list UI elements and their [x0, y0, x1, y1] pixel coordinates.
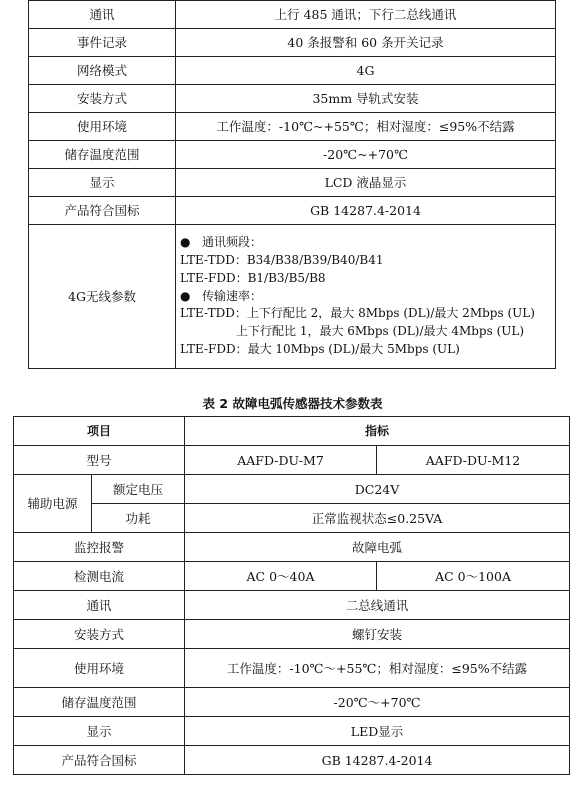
table-row [29, 225, 556, 369]
comm-label: 通讯 [14, 591, 185, 620]
storage-label: 储存温度范围 [14, 688, 185, 717]
spec-table-1 [28, 0, 556, 369]
model-b: AAFD-DU-M12 [377, 446, 570, 475]
table-row [14, 446, 570, 475]
bands-title: 通讯频段： [202, 235, 263, 250]
rate-line [180, 288, 551, 306]
row-label: 使用环境 [29, 113, 176, 141]
power-label: 功耗 [92, 504, 185, 533]
table-row [29, 1, 556, 29]
table-row [14, 533, 570, 562]
row-value: 35mm 导轨式安装 [176, 85, 556, 113]
table-row [14, 649, 570, 688]
wireless-params-value [176, 225, 556, 369]
rated-voltage-value: DC24V [185, 475, 570, 504]
model-label: 型号 [14, 446, 185, 475]
rate-tdd-2: 上下行配比 1，最大 6Mbps (DL)/最大 4Mbps (UL) [236, 324, 525, 339]
storage-value: -20℃～+70℃ [185, 688, 570, 717]
row-value: 上行 485 通讯；下行二总线通讯 [176, 1, 556, 29]
rated-voltage-label: 额定电压 [92, 475, 185, 504]
alarm-label: 监控报警 [14, 533, 185, 562]
table-row [29, 57, 556, 85]
row-label: 事件记录 [29, 29, 176, 57]
row-value: -20℃~+70℃ [176, 141, 556, 169]
row-value: GB 14287.4-2014 [176, 197, 556, 225]
table-row [29, 29, 556, 57]
table-2-title: 表 2 故障电弧传感器技术参数表 [202, 396, 383, 411]
model-a: AAFD-DU-M7 [185, 446, 377, 475]
wireless-params-label: 4G无线参数 [29, 225, 176, 369]
table-row [14, 591, 570, 620]
tdd-bands: LTE-TDD：B34/B38/B39/B40/B41 [180, 253, 384, 267]
table-row [14, 688, 570, 717]
table-row [14, 746, 570, 775]
alarm-value: 故障电弧 [185, 533, 570, 562]
power-value: 正常监视状态≤0.25VA [185, 504, 570, 533]
table-row [14, 417, 570, 446]
env-label: 使用环境 [14, 649, 185, 688]
row-value: LCD 液晶显示 [176, 169, 556, 197]
current-b: AC 0～100A [377, 562, 570, 591]
table-row [14, 717, 570, 746]
table-row [14, 620, 570, 649]
bullet-icon: ● [180, 235, 191, 250]
spec-table-1-body [29, 1, 556, 369]
aux-power-label: 辅助电源 [14, 475, 92, 533]
table-row [29, 141, 556, 169]
row-label: 产品符合国标 [29, 197, 176, 225]
display-label: 显示 [14, 717, 185, 746]
table-row [29, 197, 556, 225]
table-row [29, 113, 556, 141]
row-label: 网络模式 [29, 57, 176, 85]
row-label: 安装方式 [29, 85, 176, 113]
table-row [29, 169, 556, 197]
row-value: 4G [176, 57, 556, 85]
rate-fdd: LTE-FDD：最大 10Mbps (DL)/最大 5Mbps (UL) [180, 341, 460, 356]
install-label: 安装方式 [14, 620, 185, 649]
row-value: 工作温度：-10℃~+55℃；相对湿度：≤95%不结露 [176, 113, 556, 141]
install-value: 螺钉安装 [185, 620, 570, 649]
row-label: 储存温度范围 [29, 141, 176, 169]
bands-line [180, 234, 551, 252]
standard-label: 产品符合国标 [14, 746, 185, 775]
row-label: 通讯 [29, 1, 176, 29]
row-label: 显示 [29, 169, 176, 197]
spec-table-2 [13, 416, 570, 775]
bullet-icon: ● [180, 288, 191, 303]
comm-value: 二总线通讯 [185, 591, 570, 620]
row-value: 40 条报警和 60 条开关记录 [176, 29, 556, 57]
standard-value: GB 14287.4-2014 [185, 746, 570, 775]
table-row [14, 504, 570, 533]
rate-title: 传输速率： [202, 288, 263, 303]
rate-tdd-1: LTE-TDD：上下行配比 2，最大 8Mbps (DL)/最大 2Mbps (UL) [180, 306, 535, 321]
fdd-bands: LTE-FDD：B1/B3/B5/B8 [180, 270, 326, 285]
env-value: 工作温度：-10℃～+55℃；相对湿度：≤95%不结露 [185, 649, 570, 688]
current-a: AC 0～40A [185, 562, 377, 591]
table-row [14, 562, 570, 591]
header-spec: 指标 [185, 417, 570, 446]
table-row [14, 475, 570, 504]
table-row [29, 85, 556, 113]
current-label: 检测电流 [14, 562, 185, 591]
display-value: LED显示 [185, 717, 570, 746]
header-item: 项目 [14, 417, 185, 446]
